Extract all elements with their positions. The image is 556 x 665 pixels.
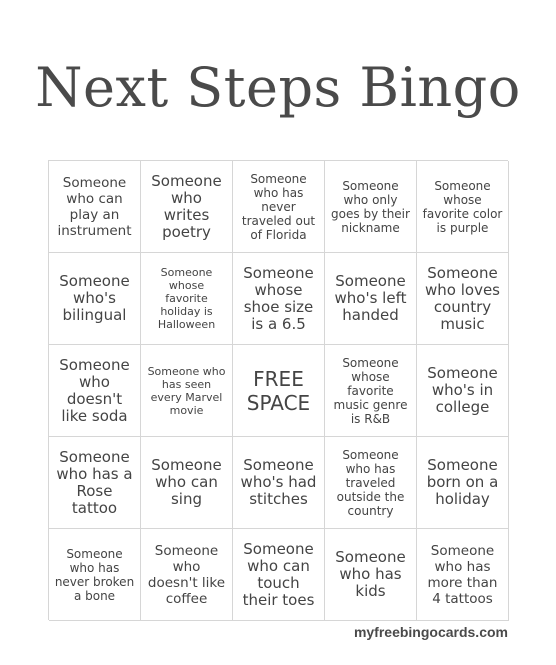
bingo-cell — [233, 253, 325, 345]
bingo-cell-text: Someone who has kids — [335, 548, 406, 600]
bingo-cell — [49, 345, 141, 437]
bingo-cell — [141, 345, 233, 437]
bingo-cell — [325, 253, 417, 345]
bingo-card — [48, 160, 508, 620]
bingo-cell-text: Someone who's bilingual — [59, 272, 130, 324]
free-space-text: FREE SPACE — [246, 366, 311, 415]
bingo-cell — [49, 529, 141, 621]
bingo-cell — [141, 437, 233, 529]
bingo-cell-text: Someone who can sing — [151, 456, 222, 508]
bingo-cell-text: Someone whose favorite holiday is Halloween — [157, 266, 216, 331]
bingo-cell-text: Someone who's left handed — [334, 272, 407, 324]
bingo-cell-text: Someone who's in college — [427, 364, 498, 416]
bingo-cell-text: Someone who's had stitches — [240, 456, 317, 508]
bingo-cell — [417, 345, 509, 437]
bingo-cell — [325, 161, 417, 253]
bingo-cell — [417, 529, 509, 621]
bingo-cell-text: Someone who has traveled outside the country — [336, 447, 405, 518]
bingo-cell-text: Someone born on a holiday — [426, 456, 499, 508]
bingo-cell — [233, 437, 325, 529]
bingo-cell-text: Someone who doesn't like coffee — [147, 542, 226, 607]
bingo-cell — [233, 161, 325, 253]
bingo-cell — [141, 253, 233, 345]
bingo-cell-text: Someone whose favorite music genre is R&B — [333, 355, 408, 426]
bingo-cell — [49, 253, 141, 345]
bingo-cell-text: Someone who doesn't like soda — [59, 355, 130, 425]
bingo-cell-text: Someone who has never broken a bone — [54, 546, 135, 603]
site-credit: myfreebingocards.com — [353, 624, 508, 640]
bingo-cell-text: Someone who has more than 4 tattoos — [427, 542, 498, 607]
page-title: Next Steps Bingo — [35, 56, 521, 119]
bingo-cell — [417, 161, 509, 253]
bingo-cell — [417, 253, 509, 345]
bingo-cell-text: Someone who can touch their toes — [242, 539, 315, 609]
bingo-cell-text: Someone who has never traveled out of Florida — [241, 171, 316, 242]
free-space-cell — [233, 345, 325, 437]
bingo-cell-text: Someone who has seen every Marvel movie — [147, 364, 226, 417]
bingo-cell — [233, 529, 325, 621]
bingo-cell — [49, 161, 141, 253]
bingo-cell-text: Someone who can play an instrument — [57, 174, 132, 239]
bingo-cell — [417, 437, 509, 529]
bingo-cell — [325, 437, 417, 529]
bingo-cell — [141, 161, 233, 253]
bingo-cell — [141, 529, 233, 621]
bingo-cell-text: Someone who has a Rose tattoo — [56, 447, 133, 517]
bingo-cell-text: Someone who only goes by their nickname — [331, 178, 410, 235]
bingo-cell-text: Someone who loves country music — [425, 263, 500, 333]
bingo-cell — [49, 437, 141, 529]
bingo-cell-text: Someone whose favorite color is purple — [422, 178, 503, 235]
bingo-cell — [325, 345, 417, 437]
bingo-cell — [325, 529, 417, 621]
bingo-cell-text: Someone who writes poetry — [151, 171, 222, 241]
bingo-cell-text: Someone whose shoe size is a 6.5 — [243, 263, 314, 333]
